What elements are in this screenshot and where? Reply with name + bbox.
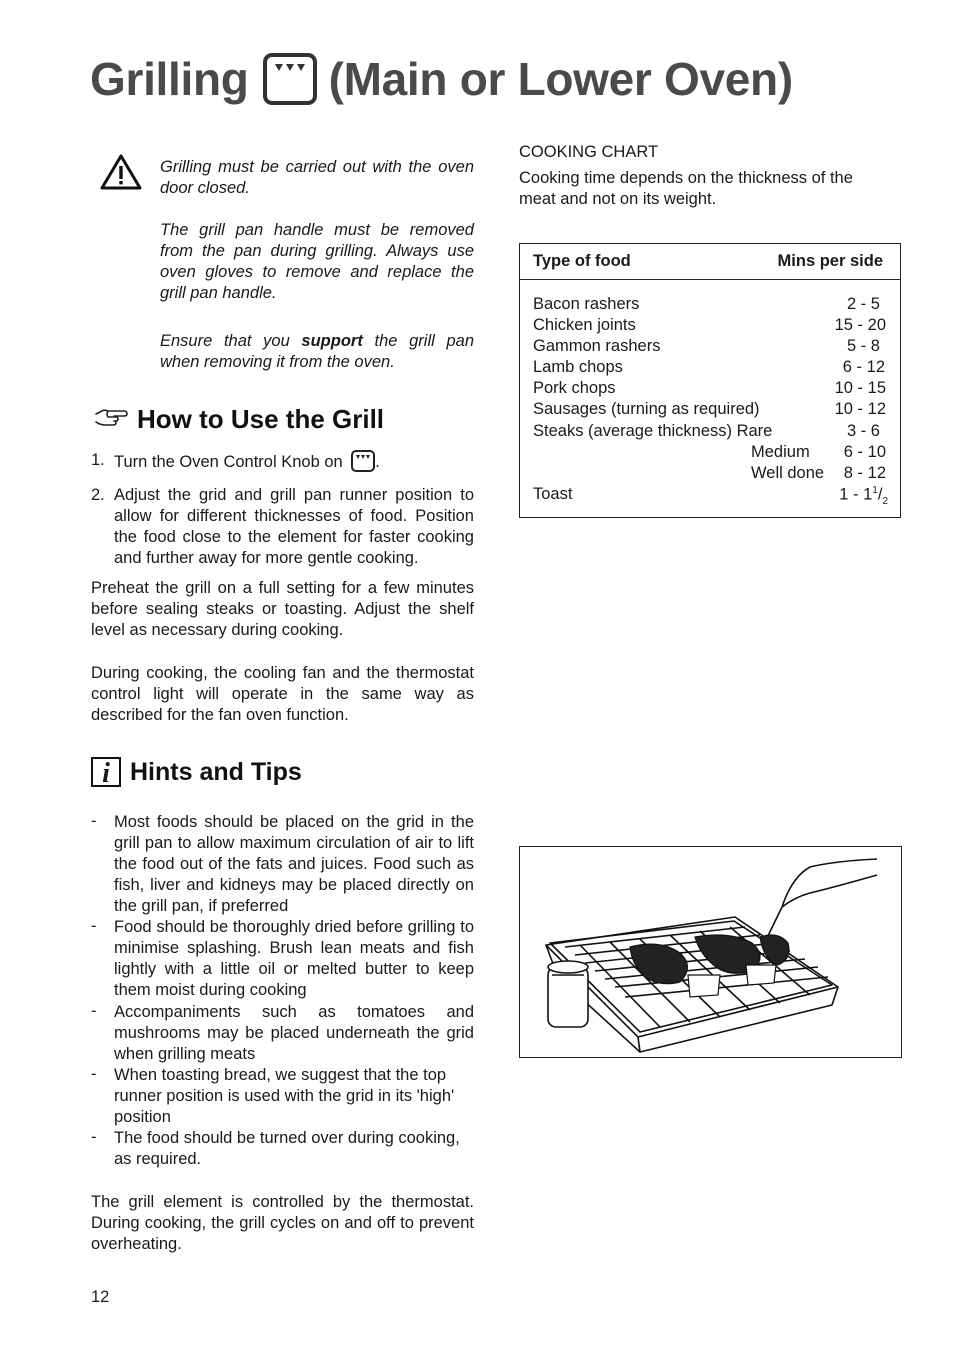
row-mins: 2 - 5 xyxy=(846,295,880,313)
step-2-number: 2. xyxy=(91,486,105,504)
grill-symbol-icon xyxy=(351,450,375,472)
cooking-chart-table xyxy=(519,243,901,518)
warning-text-1: Grilling must be carried out with the oven door closed. xyxy=(160,158,474,197)
row-food: Sausages (turning as required) xyxy=(533,400,760,418)
step-1-text: Turn the Oven Control Knob on . xyxy=(114,450,474,473)
row-mins: 5 - 8 xyxy=(846,337,880,355)
warning-text-3: Ensure that you support the grill pan when removing it from the oven. xyxy=(160,332,474,371)
row-food: Well done xyxy=(751,464,825,482)
warning-icon xyxy=(100,154,142,190)
hint-item: Most foods should be placed on the grid in the grill pan to allow maximum circulation of air to lift the food out of the fats and juices. Food such as fish, liver and kidneys may be placed directly on the grill pan, if preferred xyxy=(114,813,474,915)
pointing-hand-icon xyxy=(94,404,130,430)
row-food: Toast xyxy=(533,485,573,503)
row-mins: 10 - 12 xyxy=(834,400,886,418)
hint-item: Food should be thoroughly dried before grilling to minimise splashing. Brush lean meats and fish lightly with a little oil or melted butter to keep them moist during cooking xyxy=(114,918,474,999)
row-mins: 6 - 12 xyxy=(842,358,885,376)
during-cooking-text: During cooking, the cooling fan and the thermostat control light will operate in the same way as described for the fan oven function. xyxy=(91,664,474,724)
row-food: Pork chops xyxy=(533,379,616,397)
column-header-food: Type of food xyxy=(533,252,631,270)
row-food: Lamb chops xyxy=(533,358,623,376)
step-1-number: 1. xyxy=(91,451,105,469)
grill-pan-drawing xyxy=(520,847,900,1056)
row-mins: 8 - 12 xyxy=(843,464,886,482)
title-part2: (Main or Lower Oven) xyxy=(328,53,793,105)
column-header-mins: Mins per side xyxy=(777,252,883,270)
row-food: Bacon rashers xyxy=(533,295,640,313)
how-to-heading: How to Use the Grill xyxy=(137,404,385,434)
thermostat-text: The grill element is controlled by the thermostat. During cooking, the grill cycles on and off to prevent overheating. xyxy=(91,1193,474,1253)
warning-text-2: The grill pan handle must be removed from the pan during grilling. Always use oven gloves to remove and replace the grill pan handle. xyxy=(160,221,474,302)
step-2-text: Adjust the grid and grill pan runner position to allow for different thicknesses of food. Position the food close to the element for faster cooking and further away for more gentle cooking. xyxy=(114,486,474,567)
info-icon: i xyxy=(91,757,121,787)
grilling-illustration xyxy=(519,846,902,1058)
preheat-text: Preheat the grill on a full setting for a few minutes before sealing steaks or toasting. Adjust the shelf level as necessary during cooking. xyxy=(91,579,474,639)
grill-symbol-icon xyxy=(263,53,317,105)
row-food: Steaks (average thickness) Rare xyxy=(533,422,773,440)
row-food: Medium xyxy=(751,443,810,461)
hint-item: The food should be turned over during cooking, as required. xyxy=(114,1129,460,1168)
row-mins: 6 - 10 xyxy=(843,443,886,461)
table-header xyxy=(520,244,900,280)
title-part1: Grilling xyxy=(90,53,249,105)
chart-label: COOKING CHART xyxy=(519,143,659,161)
page-title xyxy=(90,52,793,106)
hint-item: Accompaniments such as tomatoes and mushrooms may be placed underneath the grid when grilling meats xyxy=(114,1003,474,1063)
row-food: Chicken joints xyxy=(533,316,636,334)
hints-heading: Hints and Tips xyxy=(130,758,302,786)
row-food: Gammon rashers xyxy=(533,337,661,355)
row-mins: 3 - 6 xyxy=(846,422,880,440)
page-number: 12 xyxy=(91,1288,110,1306)
hint-item: When toasting bread, we suggest that the top runner position is used with the grid in its 'high' position xyxy=(114,1066,455,1126)
row-mins: $1 - 1^1/_2$ xyxy=(839,485,888,507)
row-mins: 15 - 20 xyxy=(834,316,886,334)
row-mins: 10 - 15 xyxy=(834,379,886,397)
chart-intro: Cooking time depends on the thickness of the meat and not on its weight. xyxy=(519,169,853,208)
